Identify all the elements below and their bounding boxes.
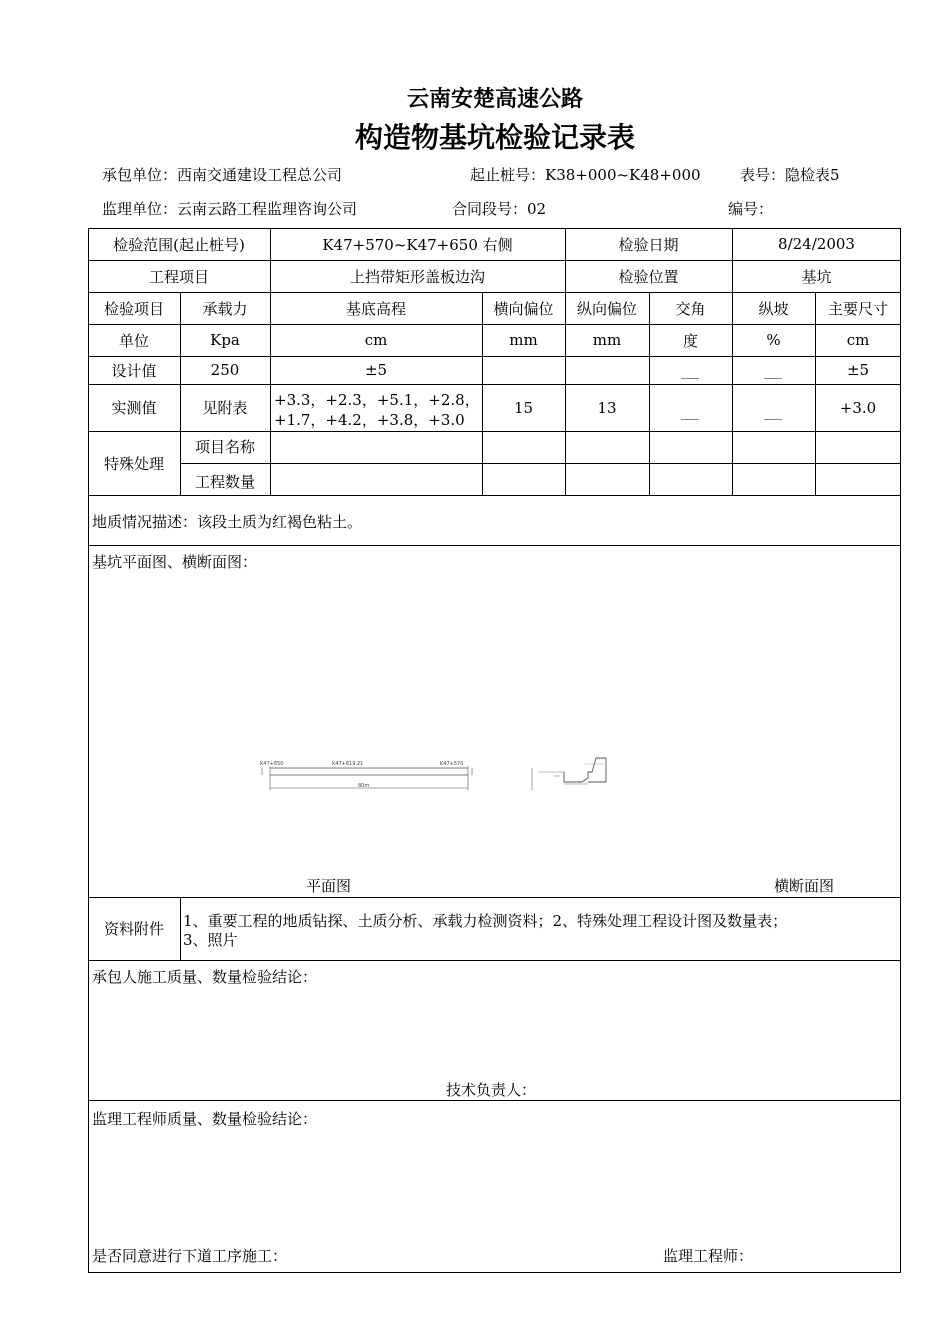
location-label: 检验位置	[618, 267, 679, 286]
column-header: 纵向偏位	[576, 299, 637, 318]
grid-line	[88, 960, 901, 961]
empty-dash	[681, 419, 699, 420]
design-cell: 250	[210, 361, 240, 379]
date-value: 8/24/2003	[778, 235, 855, 253]
next-step-approval: 是否同意进行下道工序施工：	[92, 1247, 288, 1265]
unit-cell: 单位	[118, 331, 149, 350]
column-header: 检验项目	[103, 299, 164, 318]
column-header: 承载力	[202, 299, 248, 318]
section-drawing	[524, 754, 610, 794]
measured-label: 实测值	[111, 399, 157, 417]
empty-dash	[764, 419, 782, 420]
range-label: 检验范围(起止桩号)	[113, 235, 245, 254]
measured-size: +3.0	[839, 398, 877, 417]
empty-dash	[681, 378, 699, 379]
unit-cell: %	[766, 331, 781, 349]
measured-elevation-line: +3.3，+2.3，+5.1，+2.8，	[274, 391, 480, 409]
measured-longitudinal: 13	[597, 398, 617, 417]
supervising-engineer-signature: 监理工程师：	[663, 1247, 754, 1265]
station-range: 起止桩号：K38+000~K48+000	[470, 166, 701, 184]
range-value: K47+570~K47+650 右侧	[322, 235, 513, 254]
date-label: 检验日期	[618, 235, 679, 254]
grid-line	[180, 463, 901, 464]
column-header: 交角	[675, 299, 706, 318]
measured-bearing: 见附表	[202, 399, 248, 417]
item-value: 上挡带矩形盖板边沟	[349, 267, 485, 286]
item-label: 工程项目	[148, 267, 209, 286]
technical-lead-signature: 技术负责人：	[446, 1081, 537, 1099]
project-title: 云南安楚高速公路	[406, 86, 583, 112]
location-value: 基坑	[801, 267, 832, 286]
column-header: 主要尺寸	[827, 299, 888, 318]
attachments-line: 3、照片	[183, 931, 238, 949]
unit-cell: 度	[682, 331, 698, 350]
measured-lateral: 15	[513, 398, 534, 417]
plan-end-label: K47+570	[440, 761, 464, 767]
design-cell: ±5	[846, 361, 870, 379]
unit-cell: Kpa	[210, 331, 240, 349]
column-header: 纵坡	[758, 299, 789, 318]
contract-section: 合同段号：02	[452, 200, 547, 218]
grid-line	[88, 545, 901, 546]
measured-elevation-line: +1.7，+4.2，+3.8，+3.0	[274, 411, 465, 429]
special-item-name: 项目名称	[194, 437, 255, 456]
plan-mid-label: K47+619.21	[332, 761, 364, 767]
supervisor-conclusion-label: 监理工程师质量、数量检验结论：	[92, 1110, 318, 1128]
grid-line	[88, 897, 901, 898]
design-cell: ±5	[364, 361, 388, 379]
section-caption: 横断面图	[774, 877, 835, 895]
plan-caption: 平面图	[306, 877, 352, 895]
supervisor: 监理单位：云南云路工程监理咨询公司	[102, 200, 358, 218]
special-label: 特殊处理	[103, 454, 164, 473]
geology-description: 地质情况描述：该段土质为红褐色粘土。	[92, 513, 363, 531]
plan-length-label: 80m	[358, 783, 370, 789]
column-header: 横向偏位	[493, 299, 554, 318]
serial-number: 编号：	[728, 200, 774, 218]
form-number: 表号：隐检表5	[740, 166, 840, 184]
column-header: 基底高程	[345, 299, 406, 318]
design-cell: 设计值	[111, 361, 157, 380]
unit-cell: cm	[846, 331, 870, 349]
attachments-label: 资料附件	[103, 920, 164, 938]
grid-line	[180, 897, 181, 960]
unit-cell: mm	[509, 331, 538, 349]
empty-dash	[764, 378, 782, 379]
contractor-conclusion-label: 承包人施工质量、数量检验结论：	[92, 968, 318, 986]
unit-cell: cm	[364, 331, 388, 349]
contractor: 承包单位：西南交通建设工程总公司	[102, 166, 343, 184]
unit-cell: mm	[592, 331, 622, 349]
plan-start-label: K47+650	[260, 761, 284, 767]
drawings-label: 基坑平面图、横断面图：	[92, 553, 258, 571]
plan-drawing	[256, 756, 478, 796]
grid-line	[88, 1100, 901, 1101]
attachments-line: 1、重要工程的地质钻探、土质分析、承载力检测资料；2、特殊处理工程设计图及数量表；	[183, 912, 788, 930]
special-quantity: 工程数量	[194, 472, 255, 491]
form-title: 构造物基坑检验记录表	[354, 121, 635, 154]
